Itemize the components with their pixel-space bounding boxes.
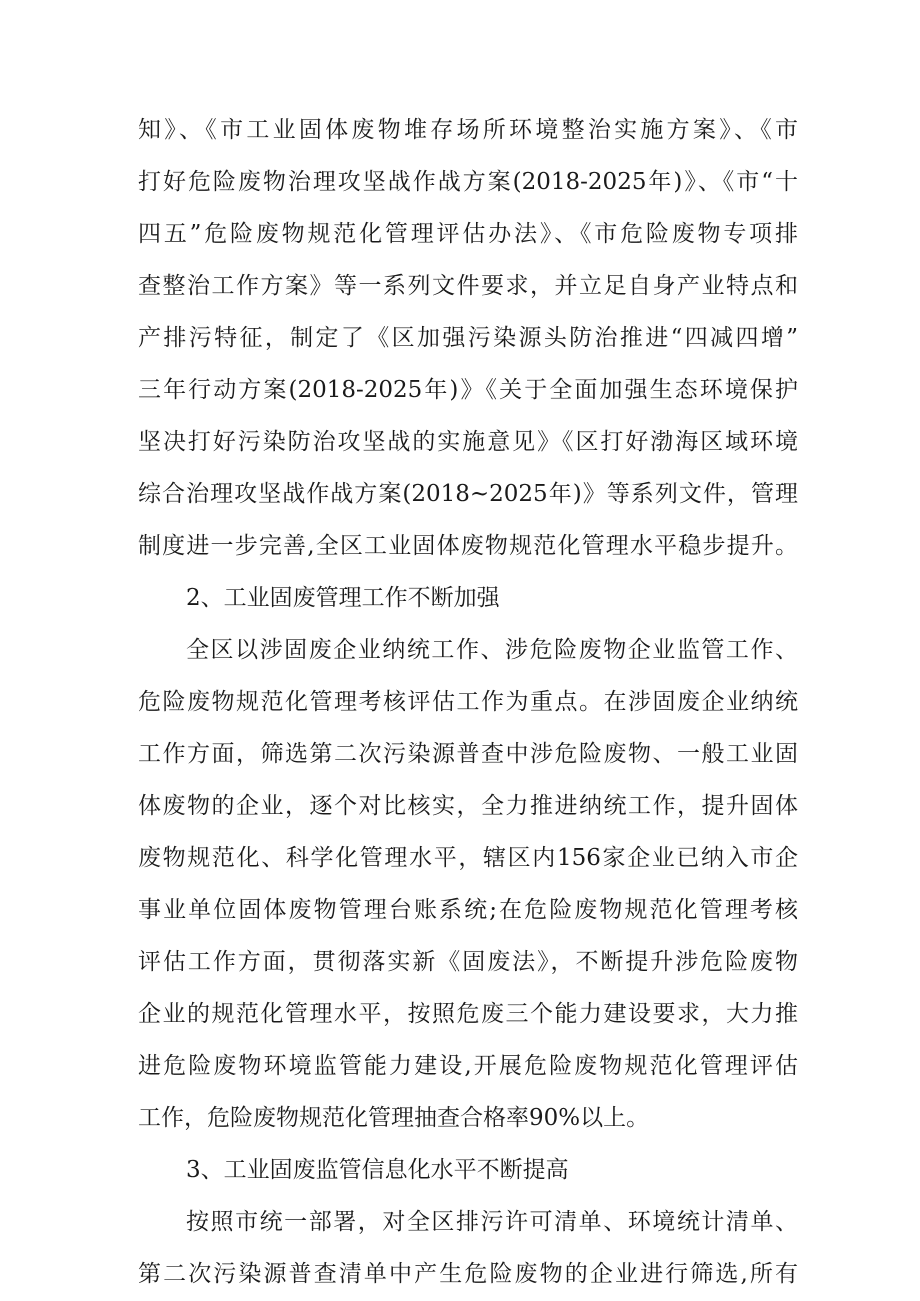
paragraph-line: 企业的规范化管理水平，按照危废三个能力建设要求，大力推 — [138, 1001, 798, 1027]
paragraph-line: 危险废物规范化管理考核评估工作为重点。在涉固废企业纳统 — [138, 689, 798, 715]
paragraph-line: 工作，危险废物规范化管理抽查合格率90%以上。 — [138, 1105, 650, 1131]
paragraph-line: 工作方面，筛选第二次污染源普查中涉危险废物、一般工业固 — [138, 741, 798, 767]
paragraph-line: 体废物的企业，逐个对比核实，全力推进纳统工作，提升固体 — [138, 793, 798, 819]
paragraph-line: 三年行动方案(2018-2025年)》《关于全面加强生态环境保护 — [138, 377, 798, 403]
paragraph-line: 坚决打好污染防治攻坚战的实施意见》《区打好渤海区域环境 — [138, 429, 798, 455]
paragraph-line: 按照市统一部署，对全区排污许可清单、环境统计清单、 — [186, 1209, 798, 1235]
paragraph-line: 查整治工作方案》等一系列文件要求，并立足自身产业特点和 — [138, 273, 798, 299]
paragraph-line: 废物规范化、科学化管理水平，辖区内156家企业已纳入市企 — [138, 845, 798, 871]
section-heading: 2、工业固废管理工作不断加强 — [186, 585, 500, 611]
paragraph-line: 评估工作方面，贯彻落实新《固废法》，不断提升涉危险废物 — [138, 949, 798, 975]
paragraph-line: 产排污特征，制定了《区加强污染源头防治推进“四减四增” — [138, 325, 798, 351]
paragraph-line: 第二次污染源普查清单中产生危险废物的企业进行筛选,所有 — [138, 1261, 798, 1287]
paragraph-line: 全区以涉固废企业纳统工作、涉危险废物企业监管工作、 — [186, 637, 798, 663]
paragraph-line: 四五”危险废物规范化管理评估办法》、《市危险废物专项排 — [138, 221, 798, 247]
paragraph-line: 知》、《市工业固体废物堆存场所环境整治实施方案》、《市 — [138, 117, 798, 143]
paragraph-line: 进危险废物环境监管能力建设,开展危险废物规范化管理评估 — [138, 1053, 798, 1079]
paragraph-line: 综合治理攻坚战作战方案(2018~2025年)》等系列文件，管理 — [138, 481, 798, 507]
paragraph-line: 制度进一步完善,全区工业固体废物规范化管理水平稳步提升。 — [138, 533, 798, 559]
paragraph-line: 事业单位固体废物管理台账系统;在危险废物规范化管理考核 — [138, 897, 798, 923]
section-heading: 3、工业固废监管信息化水平不断提高 — [186, 1157, 569, 1183]
paragraph-line: 打好危险废物治理攻坚战作战方案(2018-2025年)》、《市“十 — [138, 169, 798, 195]
